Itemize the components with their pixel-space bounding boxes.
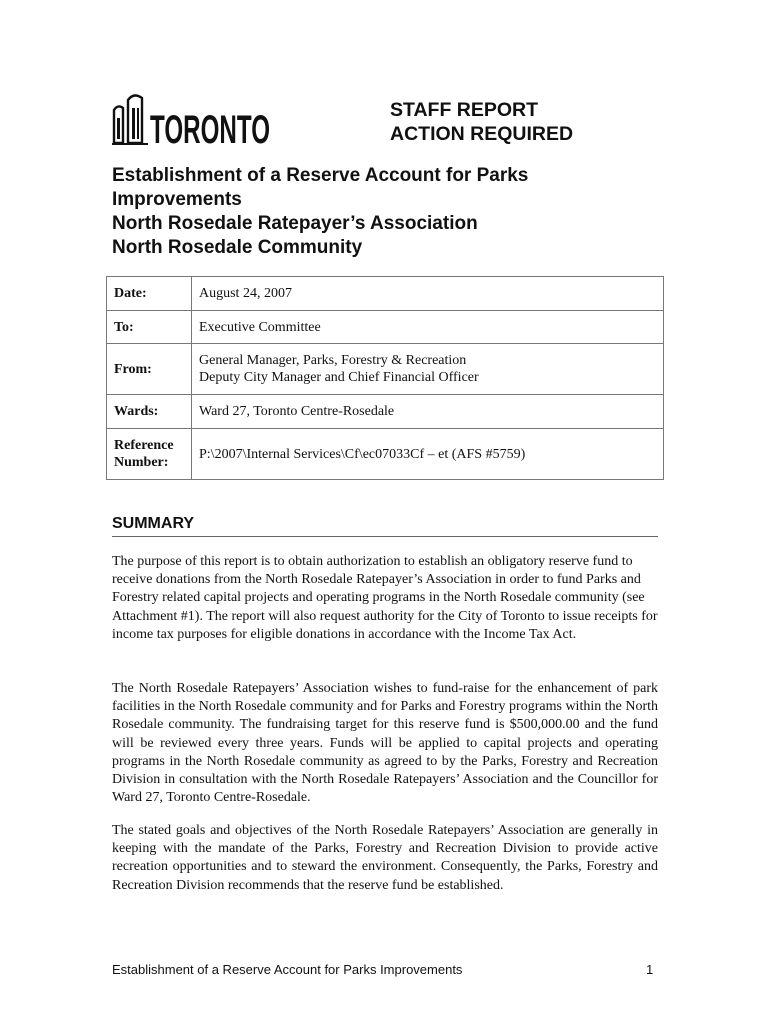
reference-value: P:\2007\Internal Services\Cf\ec07033Cf – et (AFS #5759) (192, 429, 664, 480)
reference-label-line: Number: (114, 455, 169, 470)
summary-paragraph: The North Rosedale Ratepayers’ Association wishes to fund-raise for the enhancement of park facilities in the North Rosedale community and for Parks and Forestry programs within the North Rosedale community. The fundraising target for this reserve fund is $500,000.00 and the fund will be reviewed every three years. Funds will be applied to capital projects and operating programs in the North Rosedale community as agreed to by the Parks, Forestry and Recreation Division in consultation with the North Rosedale Ratepayers’ Association and the Councillor for Ward 27, Toronto Centre-Rosedale. (112, 681, 658, 806)
report-title (112, 164, 672, 260)
from-label: From: (107, 344, 192, 395)
to-label: To: (107, 311, 192, 344)
title-line: North Rosedale Community (112, 237, 363, 258)
reference-label-line: Reference (114, 438, 174, 453)
from-value (192, 344, 664, 395)
summary-paragraph: The purpose of this report is to obtain authorization to establish an obligatory reserve fund to receive donations from the North Rosedale Ratepayer’s Association in order to fund Parks and Forestry related capital projects and operating programs in the North Rosedale community (see Attachment #1). The report will also request authority for the City of Toronto to issue receipts for income tax purposes for eligible donations in accordance with the Income Tax Act. (112, 554, 658, 642)
report-type-line: ACTION REQUIRED (390, 123, 574, 145)
wards-label: Wards: (107, 395, 192, 429)
logo-wordmark: TORONTO (150, 108, 270, 152)
report-metadata-table (106, 276, 664, 480)
wards-value: Ward 27, Toronto Centre-Rosedale (192, 395, 664, 429)
report-type (390, 98, 573, 146)
page-number: 1 (646, 962, 654, 977)
from-value-line: Deputy City Manager and Chief Financial Officer (199, 370, 479, 385)
reference-label (107, 429, 192, 480)
toronto-logo (112, 94, 272, 152)
title-line: North Rosedale Ratepayer’s Association (112, 213, 478, 234)
footer-title: Establishment of a Reserve Account for Parks Improvements (112, 962, 463, 977)
report-type-line: STAFF REPORT (390, 99, 539, 121)
summary-heading: SUMMARY (112, 514, 658, 537)
date-value: August 24, 2007 (192, 277, 664, 311)
title-line: Improvements (112, 189, 242, 210)
from-value-line: General Manager, Parks, Forestry & Recreation (199, 353, 467, 368)
table-row (107, 429, 664, 480)
date-label: Date: (107, 277, 192, 311)
title-line: Establishment of a Reserve Account for Parks (112, 165, 529, 186)
table-row (107, 395, 664, 429)
city-hall-icon (112, 94, 272, 152)
table-row (107, 311, 664, 344)
summary-paragraph: The stated goals and objectives of the North Rosedale Ratepayers’ Association are generally in keeping with the mandate of the Parks, Forestry and Recreation Division to provide active recreation opportunities and to steward the environment. Consequently, the Parks, Forestry and Recreation Division recommends that the reserve fund be established. (112, 823, 658, 893)
table-row (107, 344, 664, 395)
to-value: Executive Committee (192, 311, 664, 344)
table-row (107, 277, 664, 311)
